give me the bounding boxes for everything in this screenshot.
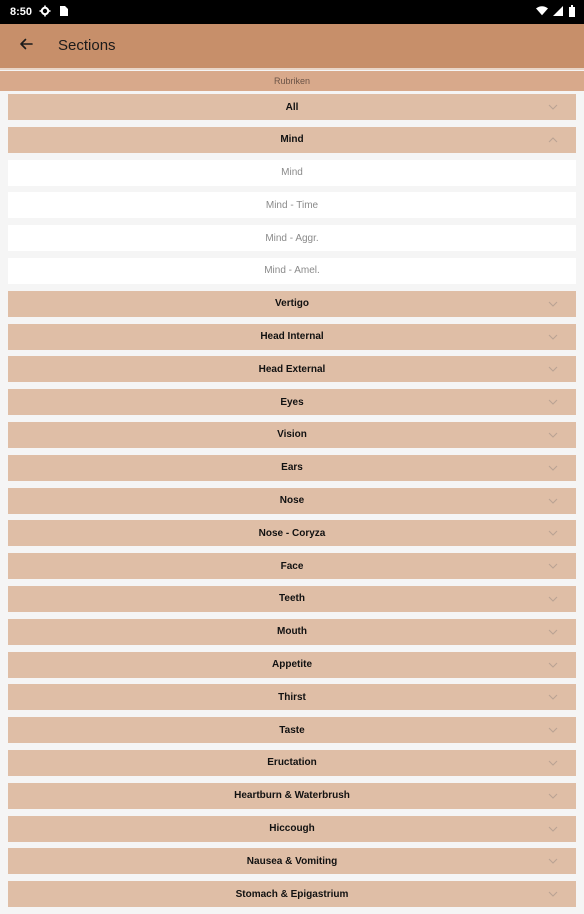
app-bar <box>0 24 584 70</box>
section-group-row[interactable] <box>8 553 576 579</box>
section-group-label: Nose - Coryza <box>258 527 326 539</box>
chevron-down-icon <box>546 526 560 540</box>
section-group-label: Ears <box>281 462 303 474</box>
section-group-row[interactable] <box>8 750 576 776</box>
section-group-label: Vertigo <box>275 298 309 310</box>
section-group-row[interactable] <box>8 816 576 842</box>
chevron-down-icon <box>546 428 560 442</box>
section-group-row[interactable] <box>8 422 576 448</box>
section-group-row[interactable] <box>8 94 576 120</box>
chevron-down-icon <box>546 756 560 770</box>
gear-icon <box>39 4 51 18</box>
sd-card-icon <box>58 4 70 18</box>
section-subitem-row[interactable] <box>8 192 576 218</box>
chevron-down-icon <box>546 297 560 311</box>
section-group-row[interactable] <box>8 652 576 678</box>
chevron-down-icon <box>546 330 560 344</box>
section-subitem-label: Mind - Aggr. <box>265 232 319 244</box>
section-group-row[interactable] <box>8 127 576 153</box>
status-time: 8:50 <box>10 6 33 18</box>
section-group-label: Vision <box>277 429 307 441</box>
chevron-down-icon <box>546 854 560 868</box>
battery-icon <box>568 4 576 18</box>
section-group-label: Thirst <box>278 691 306 703</box>
page-title: Sections <box>58 37 116 54</box>
sections-list <box>8 94 576 914</box>
chevron-down-icon <box>546 789 560 803</box>
section-group-row[interactable] <box>8 717 576 743</box>
section-group-row[interactable] <box>8 848 576 874</box>
chevron-down-icon <box>546 625 560 639</box>
signal-icon <box>552 4 564 18</box>
section-group-label: Hiccough <box>269 823 315 835</box>
chevron-down-icon <box>546 658 560 672</box>
section-group-row[interactable] <box>8 488 576 514</box>
chevron-down-icon <box>546 461 560 475</box>
section-group-label: Taste <box>279 724 305 736</box>
chevron-down-icon <box>546 690 560 704</box>
section-group-label: Stomach & Epigastrium <box>235 888 349 900</box>
section-group-row[interactable] <box>8 520 576 546</box>
section-group-row[interactable] <box>8 619 576 645</box>
section-subitem-label: Mind <box>281 167 303 179</box>
chevron-down-icon <box>546 723 560 737</box>
section-group-row[interactable] <box>8 586 576 612</box>
chevron-down-icon <box>546 887 560 901</box>
section-group-label: Mouth <box>277 626 307 638</box>
section-group-label: Head Internal <box>260 331 324 343</box>
chevron-down-icon <box>546 559 560 573</box>
section-group-row[interactable] <box>8 324 576 350</box>
chevron-down-icon <box>546 822 560 836</box>
chevron-down-icon <box>546 100 560 114</box>
section-group-label: Face <box>280 560 304 572</box>
section-group-label: Nose <box>279 495 305 507</box>
status-bar <box>0 0 584 24</box>
section-group-label: All <box>285 101 299 113</box>
section-subitem-row[interactable] <box>8 225 576 251</box>
section-group-row[interactable] <box>8 389 576 415</box>
section-group-label: Heartburn & Waterbrush <box>234 790 350 802</box>
section-subitem-label: Mind - Time <box>265 199 319 211</box>
section-subitem-row[interactable] <box>8 160 576 186</box>
chevron-down-icon <box>546 395 560 409</box>
section-group-row[interactable] <box>8 356 576 382</box>
section-group-row[interactable] <box>8 291 576 317</box>
section-group-label: Appetite <box>272 659 312 671</box>
arrow-left-icon <box>18 35 34 58</box>
section-group-row[interactable] <box>8 455 576 481</box>
section-group-row[interactable] <box>8 783 576 809</box>
section-group-row[interactable] <box>8 684 576 710</box>
chevron-up-icon <box>546 133 560 147</box>
section-group-row[interactable] <box>8 881 576 907</box>
section-group-label: Eructation <box>267 757 317 769</box>
section-group-label: Teeth <box>279 593 305 605</box>
list-header <box>0 71 584 91</box>
section-subitem-label: Mind - Amel. <box>264 265 320 277</box>
wifi-icon <box>536 4 548 18</box>
section-group-label: Mind <box>280 134 304 146</box>
chevron-down-icon <box>546 362 560 376</box>
section-subitem-row[interactable] <box>8 258 576 284</box>
chevron-down-icon <box>546 592 560 606</box>
list-header-label: Rubriken <box>273 76 311 86</box>
section-group-label: Nausea & Vomiting <box>246 855 338 867</box>
section-group-label: Head External <box>258 363 326 375</box>
chevron-down-icon <box>546 494 560 508</box>
back-button[interactable] <box>12 32 40 60</box>
section-group-label: Eyes <box>280 396 304 408</box>
